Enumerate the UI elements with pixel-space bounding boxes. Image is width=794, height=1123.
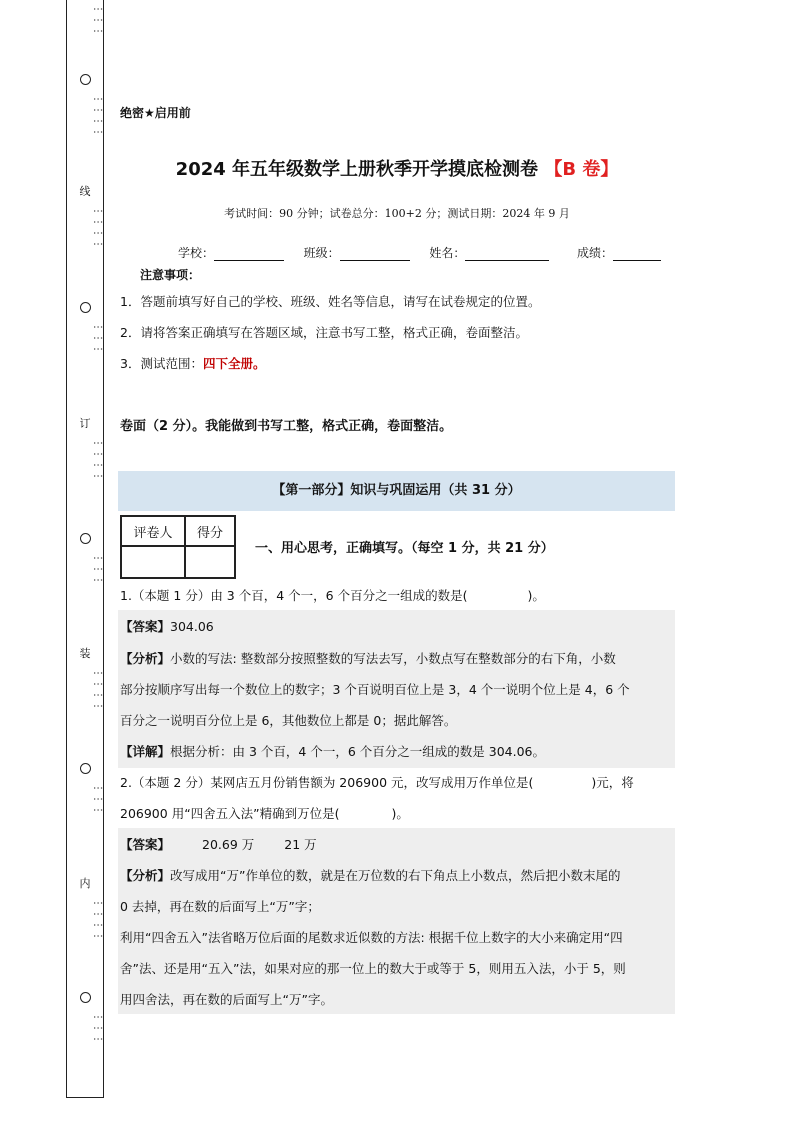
binding-dots: ⋮⋮⋮⋮: [92, 438, 103, 482]
q2-answer-label: 【答案】: [120, 837, 171, 852]
page-title: [0, 155, 794, 181]
q2-stem-1-text: 2.（本题 2 分）某网店五月份销售额为 206900 元，改写成用万作单位是(: [120, 775, 534, 790]
q1-stem-text: 1.（本题 1 分）由 3 个百，4 个一，6 个百分之一组成的数是(: [120, 588, 468, 603]
binding-circle: [67, 992, 103, 1003]
binding-dots: ⋮⋮⋮: [92, 322, 103, 355]
q2-stem-2: [120, 804, 409, 822]
q2-stem-2-text: 206900 用“四舍五入法”精确到万位是(: [120, 806, 340, 821]
q2-analysis-text-1: 改写成用“万”作单位的数，就是在万位数的右下角点上小数点，然后把小数末尾的: [170, 868, 621, 883]
score-cell[interactable]: [185, 546, 235, 578]
student-info-row: [178, 244, 661, 261]
binding-dots: ⋮⋮⋮⋮: [92, 206, 103, 250]
q2-analysis-3: 利用“四舍五入”法省略万位后面的尾数求近似数的方法: 根据千位上数字的大小来确定用“四: [120, 930, 623, 945]
part1-band: 【第一部分】知识与巩固运用（共 31 分）: [118, 471, 675, 511]
name-field[interactable]: [465, 260, 549, 261]
score-label: 成绩：: [577, 246, 614, 260]
q2-answer-1: 20.69 万: [202, 837, 255, 852]
q1-analysis-label: 【分析】: [120, 651, 171, 666]
grader-cell[interactable]: [121, 546, 185, 578]
q1-detail-label: 【详解】: [120, 744, 171, 759]
notice-rule-3-prefix: 3．测试范围：: [120, 356, 203, 371]
school-field[interactable]: [214, 260, 284, 261]
q2-stem-1-end: )元，将: [591, 775, 634, 790]
notice-rule-2: 2．请将答案正确填写在答题区域，注意书写工整，格式正确，卷面整洁。: [120, 325, 528, 340]
q2-analysis-4: 舍”法、还是用“五入”法，如果对应的那一位上的数大于或等于 5，则用五入法，小于 5，则: [120, 961, 626, 976]
exam-meta: 考试时间：90 分钟；试卷总分：100+2 分；测试日期：2024 年 9 月: [224, 207, 570, 220]
binding-char-xian: 线: [79, 185, 91, 198]
notice-rule-1: 1．答题前填写好自己的学校、班级、姓名等信息，请写在试卷规定的位置。: [120, 294, 541, 309]
notice-rule-3: [120, 354, 265, 372]
binding-char-ding: 订: [79, 417, 91, 430]
notice-rule-3-value: 四下全册。: [202, 356, 266, 371]
binding-dots: ⋮⋮⋮: [92, 553, 103, 586]
section1-title: 一、用心思考，正确填写。（每空 1 分，共 21 分）: [255, 541, 554, 556]
secret-label: 绝密★启用前: [120, 106, 191, 120]
binding-circle: [67, 763, 103, 774]
score-field[interactable]: [613, 260, 661, 261]
q1-stem-end: )。: [527, 588, 545, 603]
score-header: 得分: [185, 516, 235, 546]
binding-dots: ⋮⋮⋮: [92, 1012, 103, 1045]
class-label: 班级：: [303, 246, 340, 260]
q1-answer-label: 【答案】: [120, 619, 171, 634]
binding-char-nei: 内: [79, 877, 91, 890]
binding-dots: ⋮⋮⋮: [92, 4, 103, 37]
q2-analysis-5: 用四舍法，再在数的后面写上“万”字。: [120, 992, 333, 1007]
q2-analysis-1: [120, 866, 620, 884]
q1-analysis-3: 百分之一说明百分位上是 6，其他数位上都是 0；据此解答。: [120, 713, 457, 728]
q1-answer: [120, 617, 214, 635]
q2-answer: [120, 835, 317, 853]
name-label: 姓名：: [429, 246, 466, 260]
q1-detail-text: 根据分析：由 3 个百，4 个一，6 个百分之一组成的数是 304.06。: [170, 744, 545, 759]
q2-analysis-2: 0 去掉，再在数的后面写上“万”字；: [120, 899, 320, 914]
q2-analysis-label: 【分析】: [120, 868, 171, 883]
binding-dots: ⋮⋮⋮⋮: [92, 668, 103, 712]
binding-circle: [67, 74, 103, 85]
binding-circle: [67, 533, 103, 544]
binding-dots: ⋮⋮⋮: [92, 783, 103, 816]
q1-analysis-2: 部分按顺序写出每一个数位上的数字；3 个百说明百位上是 3，4 个一说明个位上是 4，6 个: [120, 682, 630, 697]
cover-neatness: 卷面（2 分）。我能做到书写工整，格式正确，卷面整洁。: [120, 419, 453, 434]
q1-detail: [120, 742, 545, 760]
binding-dots: ⋮⋮⋮⋮: [92, 898, 103, 942]
q2-solution-box: [118, 828, 675, 1014]
binding-char-zhuang: 装: [79, 647, 91, 660]
grader-header: 评卷人: [121, 516, 185, 546]
binding-dots: ⋮⋮⋮⋮: [92, 94, 103, 138]
binding-circle: [67, 302, 103, 313]
q1-answer-value: 304.06: [170, 619, 214, 634]
title-tag: 【B 卷】: [544, 159, 619, 180]
q1-stem: [120, 586, 545, 604]
notice-heading: 注意事项：: [140, 268, 201, 282]
q1-analysis-text-1: 小数的写法: 整数部分按照整数的写法去写，小数点写在整数部分的右下角，小数: [170, 651, 616, 666]
title-main: 2024 年五年级数学上册秋季开学摸底检测卷: [175, 159, 539, 180]
q2-answer-2: 21 万: [284, 837, 317, 852]
q2-stem-1: [120, 773, 634, 791]
score-table: [120, 515, 236, 579]
q2-stem-2-end: )。: [391, 806, 409, 821]
school-label: 学校：: [178, 246, 215, 260]
class-field[interactable]: [340, 260, 410, 261]
q1-analysis-1: [120, 649, 616, 667]
